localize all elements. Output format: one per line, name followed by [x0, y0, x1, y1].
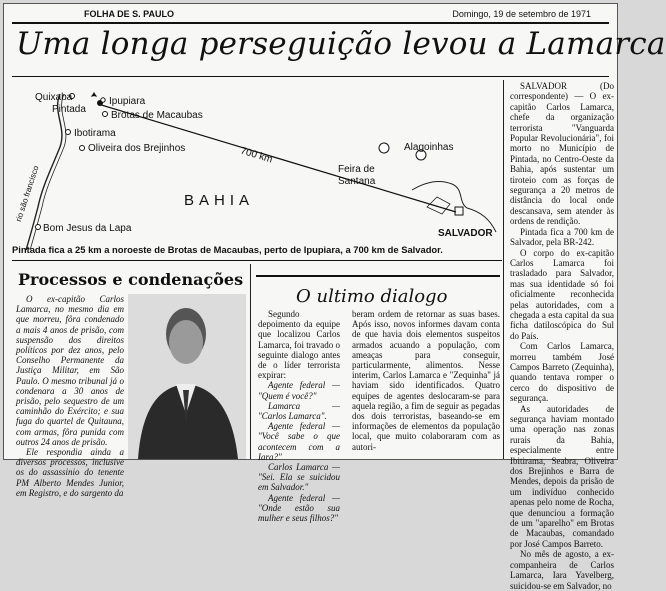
- article-paragraph: Pintada fica a 700 km de Salvador, pela BR-242.: [510, 226, 614, 248]
- dialogue-column: [258, 309, 340, 524]
- article-paragraph: No mês de agosto, a ex-companheira de Carlos Lamarca, Iara Yavelberg, suicidou-se em Salvador, no: [510, 549, 614, 591]
- place-label: Feira de Santana: [338, 164, 376, 187]
- lamarca-portrait: [128, 294, 246, 459]
- place-label: Ibotirama: [74, 128, 116, 139]
- article-paragraph: Ele respondia ainda a diversos processos, inclusive os do assassinio do tenente PM Alberto Mendes Junior, em Registro, e do sargento da: [16, 447, 124, 498]
- headline: Uma longa perseguição levou a Lamarca: [16, 26, 666, 62]
- dialogue-line: Lamarca — "Carlos Lamarca".: [258, 400, 340, 422]
- dialogue-line: Agente federal — "Quem é você?": [258, 380, 340, 401]
- place-label: Quixaba: [35, 92, 73, 103]
- caption-rule: [12, 260, 502, 261]
- dialogue-line: Agente federal — "Você sabe o que acontecem com a Iara?": [258, 421, 340, 462]
- header-rule: [12, 22, 609, 24]
- state-label: BAHIA: [184, 192, 255, 209]
- place-label: Ipupiara: [109, 96, 146, 107]
- map-caption: Pintada fica a 25 km a noroeste de Brotas de Macaubas, perto de Ipupiara, a 700 km de Salvador.: [12, 244, 443, 255]
- river-label: rio são francisco: [14, 164, 41, 223]
- page-header: [4, 7, 617, 23]
- article-paragraph: SALVADOR (Do correspondente) — O ex-capitão Carlos Lamarca, chefe da organização terrorista "Vanguarda Popular Revolucionária", foi morto no Município de Pintada, no Centro-Oeste da Bahia, após sustentar um tiroteio com as forças de segurança a 20 metros de distância do local onde descansava, sem atender às ordens de rendição.: [510, 81, 614, 227]
- dialogue-line: Carlos Lamarca — "Sei. Ela se suicidou em Salvador.": [258, 462, 340, 493]
- left-section-text: [16, 294, 124, 498]
- section-separator: [250, 264, 251, 459]
- distance-label: 700 km: [239, 145, 274, 166]
- place-label: Oliveira dos Brejinhos: [88, 143, 186, 154]
- newspaper-page: [3, 3, 666, 591]
- place-label: Bom Jesus da Lapa: [43, 223, 132, 234]
- portrait-drawing: [128, 294, 246, 459]
- right-column-article: [510, 81, 614, 591]
- place-label: SALVADOR: [438, 228, 493, 239]
- article-paragraph: Segundo depoimento da equipe que localizou Carlos Lamarca, foi travado o seguinte dialogo antes de o líder terrorista expirar:: [258, 309, 340, 381]
- article-paragraph: O corpo do ex-capitão Carlos Lamarca foi trasladado para Salvador, mas sua identidade só foi oficialmente reconhecida pelas autoridades, com a chegada a esta capital da sua ficha datiloscópica do Sul do País.: [510, 247, 614, 341]
- column-separator: [503, 80, 504, 459]
- place-label: Pintada: [52, 104, 86, 115]
- headline-rule: [12, 76, 609, 77]
- section-title: Processos e condenações: [18, 270, 244, 289]
- dialogue-continuation-column: [352, 309, 500, 459]
- place-label: Alagoinhas: [404, 142, 454, 153]
- issue-date: Domingo, 19 de setembro de 1971: [452, 9, 591, 19]
- article-paragraph: Com Carlos Lamarca, morreu também José Campos Barreto (Zequinha), quando tentava romper o cerco do dispositivo de segurança.: [510, 341, 614, 404]
- article-paragraph: As autoridades de segurança haviam montado uma operação nas zonas rurais da Bahia, especialmente entre Ibitirama, Seabra, Oliveira dos Brejinhos e Barra de Mendes, depois da prisão de um indivíduo conhecido apenas pelo nome de Rocha, que denunciou a formação de um "aparelho" em Brotas de Macaubas, comandado por José Campos Barreto.: [510, 403, 614, 549]
- article-paragraph: beram ordem de retornar as suas bases. Após isso, novos informes davam conta de que havia dois elementos suspeitos armados acuando a população, com ameaças para conseguir, particularmente, alimentos. Nesse interim, Carlos Lamarca e "Zequinha" já haviam sido identificados. Quatro equipes de agentes deslocaram-se para aquela região, a fim de seguir as pegadas dos dois terroristas, baseando-se em informações de elementos da população local, que muito colaboraram com as autori-: [352, 309, 500, 452]
- dialogue-line: Agente federal — "Onde estão sua mulher e seus filhos?": [258, 492, 340, 524]
- place-label: Brotas de Macaubas: [111, 110, 203, 121]
- section-title: O ultimo dialogo: [296, 286, 448, 307]
- newspaper-name: FOLHA DE S. PAULO: [84, 9, 174, 19]
- article-paragraph: O ex-capitão Carlos Lamarca, no mesmo dia em que morreu, fôra condenado a mais 4 anos de prisão, com suspensão dos direitos políticos por dez anos, pelo Conselho Permanente da Justiça Militar, em São Paulo. O mesmo tribunal já o condenara a 30 anos de prisão, pelo sequestro de um caminhão do Exército; e sua fuga do quartel de Quitauna, com armas, fôra punida com outros 24 anos de prisão.: [16, 294, 124, 447]
- bahia-map: [12, 92, 496, 250]
- section-rule: [256, 275, 500, 277]
